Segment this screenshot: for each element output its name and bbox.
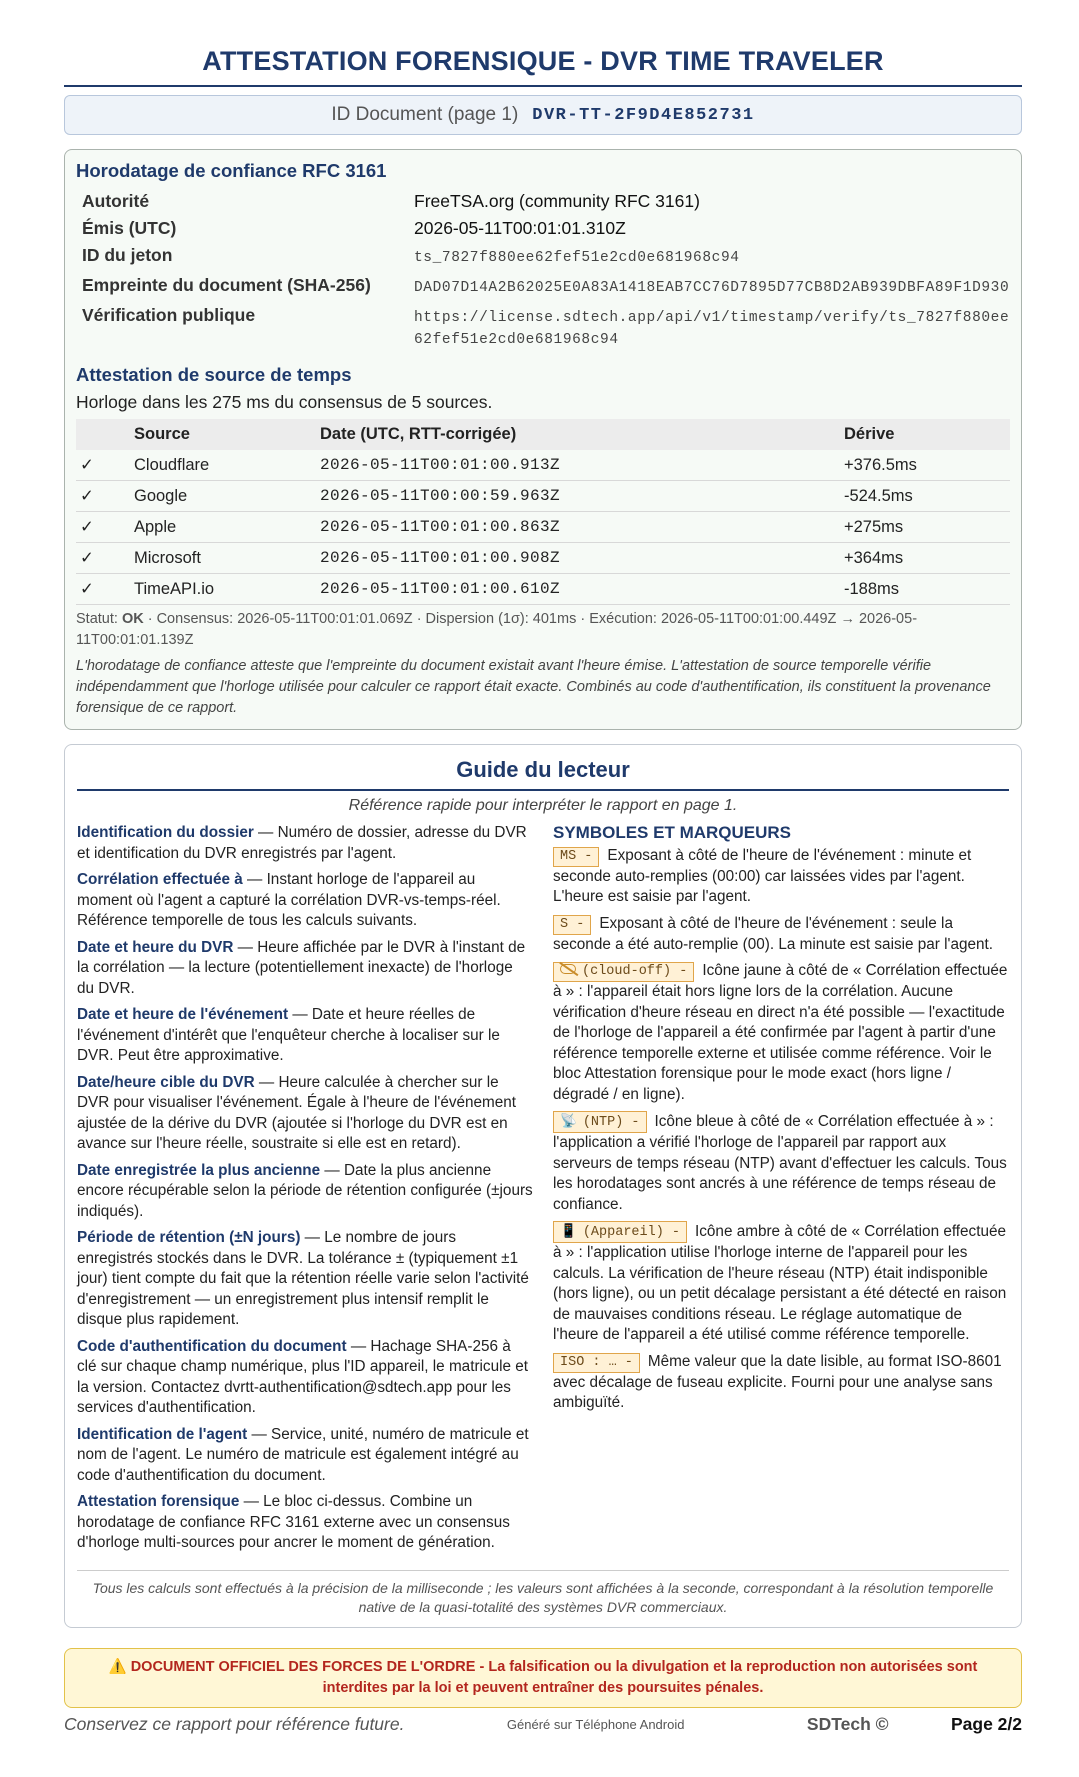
status-ok: OK (121, 611, 144, 627)
warning-text: DOCUMENT OFFICIEL DES FORCES DE L'ORDRE - La falsification ou la divulgation et la reproduction non autorisées sont interdites par la loi et peuvent entraîner des poursuites pénales. (130, 1658, 978, 1696)
trusted-timestamp-heading: Horodatage de confiance RFC 3161 (76, 160, 387, 181)
guide-term: Corrélation effectuée à (77, 871, 243, 888)
source-name: Apple (130, 512, 316, 543)
table-row (76, 512, 1010, 543)
list-item: Identification de l'agent — Service, unité, numéro de matricule et nom de l'agent. Le numéro de matricule est également intégré au code d'authentification du document. (77, 1425, 529, 1484)
report-page (64, 0, 1022, 1735)
marker-tag-text: (Appareil) - (582, 1225, 681, 1240)
list-item: Date et heure du DVR — Heure affichée par le DVR à l'instant de la corrélation — la lecture (potentiellement inexacte) de l'horloge du DVR. (77, 938, 526, 997)
guide-desc: Le nombre de jours enregistrés stockés dans le DVR. La tolérance ± (typiquement ±1 jour) tient compte du fait que la rétention réelle varie selon l'activité d'enregistrement — un enregistrement plus intensif remplit le disque plus rapidement. (77, 1229, 529, 1328)
marker-tag (553, 1353, 640, 1373)
document-hash-label: Empreinte du document (SHA-256) (82, 275, 371, 295)
list-item (553, 961, 1009, 1105)
marker-tag (553, 1111, 647, 1133)
list-item (553, 846, 1009, 908)
page-title: ATTESTATION FORENSIQUE - DVR TIME TRAVELER (202, 46, 884, 76)
guide-desc: Le bloc ci-dessus. Combine un horodatage de confiance RFC 3161 externe avec un consensus d'horloge multi-sources pour ancrer le moment de génération. (77, 1493, 510, 1551)
list-item: Date/heure cible du DVR — Heure calculée à chercher sur le DVR pour visualiser l'événement. Égale à l'heure de l'événement ajustée de la dérive du DVR (ajoutée si l'horloge du DVR est en avance sur l'heure réelle, soustraite si elle est en retard). (77, 1073, 517, 1152)
timestamp-details (76, 188, 1010, 354)
reader-guide-box (64, 744, 1022, 1628)
marker-tag (553, 1221, 687, 1243)
marker-tag-text: S - (560, 916, 585, 932)
authority-label: Autorité (82, 191, 150, 211)
status-details: · Consensus: 2026-05-11T00:01:01.069Z · Dispersion (1σ): 401ms · Exécution: 2026-05-11T00:01:00.449Z → 2026-05-11T00:01:01.139Z (76, 611, 918, 648)
marker-tag (553, 915, 591, 935)
source-date: 2026-05-11T00:00:59.963Z (316, 481, 840, 512)
guide-columns (77, 823, 1009, 1560)
guide-term: Date/heure cible du DVR (77, 1073, 255, 1091)
phone-icon: 📱 (560, 1223, 577, 1239)
guide-term: Attestation forensique (77, 1493, 240, 1510)
table-header-row (76, 419, 1010, 450)
consensus-status (76, 609, 1010, 651)
list-item (553, 1352, 1009, 1414)
marker-tag-text: (cloud-off) - (582, 964, 688, 979)
guide-term: Période de rétention (±N jours) (77, 1229, 301, 1246)
list-item: Date et heure de l'événement — Date et heure réelles de l'événement d'intérêt que l'enquêteur cherche à localiser sur le DVR. Peut être approximative. (77, 1006, 500, 1064)
time-source-summary: Horloge dans les 275 ms du consensus de 5 sources. (76, 392, 493, 412)
symbol-desc: Icône bleue à côté de « Corrélation effectuée à » : l'application a vérifié l'horloge de l'appareil par rapport aux serveurs de temps réseau (NTP) avant d'effectuer les calculs. Tous les horodatages sont ancrés à une référence de temps réseau de confiance. (553, 1113, 1007, 1213)
footer-generated: Généré sur Téléphone Android (506, 1716, 685, 1732)
footer-brand: SDTech © (806, 1713, 889, 1734)
guide-desc: Instant horloge de l'appareil au moment où l'agent a capturé la corrélation DVR-vs-temps-réel. Référence temporelle de tous les calculs suivants. (77, 871, 501, 929)
marker-tag-text: MS - (560, 848, 593, 864)
guide-term: Identification du dossier (77, 824, 254, 841)
document-id-value: DVR-TT-2F9D4E852731 (532, 105, 755, 125)
document-id-label: ID Document (page 1) (331, 104, 519, 125)
guide-desc: Hachage SHA-256 à clé sur chaque champ numérique, plus l'ID appareil, le matricule et la version. Contactez dvrtt-authentification@sdtech.app pour les services d'authentification. (77, 1337, 529, 1416)
column-header-drift: Dérive (840, 419, 1010, 450)
guide-desc: Heure calculée à chercher sur le DVR pour visualiser l'événement. Égale à l'heure de l'événement ajustée de la dérive du DVR (ajoutée si l'horloge du DVR est en avance sur l'heure réelle, soustraite si elle est en retard). (77, 1073, 517, 1152)
column-header-check (76, 419, 130, 450)
table-row (76, 481, 1010, 512)
source-name: Google (130, 481, 316, 512)
satellite-icon: 📡 (560, 1113, 577, 1129)
source-name: TimeAPI.io (130, 574, 316, 605)
attestation-note: L'horodatage de confiance atteste que l'empreinte du document existait avant l'heure émise. L'attestation de source temporelle vérifie indépendamment que l'horloge utilisée pour calculer ce rapport était exacte. Combinés au code d'authentification, ils constituent la provenance forensique de ce rapport. (76, 658, 991, 716)
source-drift: -524.5ms (840, 481, 1010, 512)
guide-desc: Date la plus ancienne encore récupérable selon la période de rétention configurée (±jours indiqués). (77, 1161, 533, 1220)
marker-tag (553, 962, 694, 982)
list-item: Code d'authentification du document — Hachage SHA-256 à clé sur chaque champ numérique, plus l'ID appareil, le matricule et la version. Contactez dvrtt-authentification@sdtech.app pour les services d'authentification. (77, 1337, 529, 1416)
legal-warning-banner (64, 1648, 1022, 1708)
page-number: Page 2/2 (950, 1713, 1022, 1734)
symbol-desc: Exposant à côté de l'heure de l'événement : minute et seconde auto-remplies (00:00) car laissées vides par l'agent. L'heure est saisie par l'agent. (553, 846, 972, 905)
forensic-attestation-box (64, 149, 1022, 730)
public-verification-link[interactable]: https://license.sdtech.app/api/v1/timestamp/verify/ts_7827f880ee62fef51e2cd0e681968c94 (414, 310, 1010, 348)
list-item: Identification du dossier — Numéro de dossier, adresse du DVR et identification du DVR enregistrés par l'agent. (77, 824, 527, 862)
guide-definitions (77, 823, 533, 1560)
guide-desc: Service, unité, numéro de matricule et nom de l'agent. Le numéro de matricule est également intégré au code d'authentification du document. (77, 1425, 529, 1484)
precision-footnote: Tous les calculs sont effectués à la précision de la milliseconde ; les valeurs sont affichées à la seconde, correspondant à la résolution temporelle native de la quasi-totalité des systèmes DVR commerciaux. (77, 1570, 1009, 1617)
symbol-desc: Icône jaune à côté de « Corrélation effectuée à » : l'appareil était hors ligne lors de la corrélation. Aucune vérification d'heure réseau en direct n'a été possible — l'exactitude de l'horloge de l'appareil a été confirmée par l'agent à partir d'une référence temporelle externe et utilisée comme référence. Voir le bloc Attestation forensique pour le mode exact (hors ligne / dégradé / en ligne). (553, 962, 1008, 1103)
source-date: 2026-05-11T00:01:00.863Z (316, 512, 840, 543)
table-row (76, 543, 1010, 574)
source-drift: +275ms (840, 512, 1010, 543)
issued-value: 2026-05-11T00:01:01.310Z (414, 218, 626, 238)
column-header-date: Date (UTC, RTT-corrigée) (316, 419, 840, 450)
source-date: 2026-05-11T00:01:00.610Z (316, 574, 840, 605)
check-icon: ✓ (76, 543, 130, 574)
list-item: Date enregistrée la plus ancienne — Date la plus ancienne encore récupérable selon la période de rétention configurée (±jours indiqués). (77, 1161, 533, 1220)
list-item: Attestation forensique — Le bloc ci-dessus. Combine un horodatage de confiance RFC 3161 externe avec un consensus d'horloge multi-sources pour ancrer le moment de génération. (77, 1493, 510, 1551)
source-date: 2026-05-11T00:01:00.908Z (316, 543, 840, 574)
list-item: Corrélation effectuée à — Instant horloge de l'appareil au moment où l'agent a capturé la corrélation DVR-vs-temps-réel. Référence temporelle de tous les calculs suivants. (77, 871, 501, 929)
guide-term: Identification de l'agent (77, 1425, 248, 1443)
title-divider (64, 85, 1022, 87)
guide-desc: Numéro de dossier, adresse du DVR et identification du DVR enregistrés par l'agent. (77, 824, 527, 862)
column-header-source: Source (130, 419, 316, 450)
authority-value: FreeTSA.org (community RFC 3161) (414, 191, 700, 211)
guide-subtitle: Référence rapide pour interpréter le rapport en page 1. (348, 797, 738, 814)
warning-icon: ⚠️ (108, 1658, 131, 1675)
public-verification-label: Vérification publique (82, 305, 256, 325)
source-name: Microsoft (130, 543, 316, 574)
guide-title: Guide du lecteur (456, 757, 630, 782)
time-source-heading: Attestation de source de temps (76, 364, 352, 385)
time-source-table (76, 419, 1010, 605)
marker-tag-text: ISO : … - (560, 1354, 633, 1370)
list-item: Période de rétention (±N jours) — Le nombre de jours enregistrés stockés dans le DVR. La tolérance ± (typiquement ±1 jour) tient compte du fait que la rétention réelle varie selon l'activité d'enregistrement — un enregistrement plus intensif remplit le disque plus rapidement. (77, 1229, 529, 1328)
page-footer (64, 1714, 1022, 1735)
document-id-bar (64, 95, 1022, 135)
list-item (553, 914, 1009, 956)
guide-term: Code d'authentification du document (77, 1337, 347, 1355)
check-icon: ✓ (76, 481, 130, 512)
document-hash-value: DAD07D14A2B62025E0A83A1418EAB7CC76D7895D77CB8D2AB939DBFA89F1D930 (414, 280, 1010, 296)
source-drift: +364ms (840, 543, 1010, 574)
guide-desc: Date et heure réelles de l'événement d'intérêt que l'enquêteur cherche à localiser sur le DVR. Peut être approximative. (77, 1006, 500, 1064)
token-id-label: ID du jeton (82, 245, 173, 265)
cloud-off-icon (560, 964, 576, 974)
list-item (553, 1111, 1009, 1215)
marker-tag (553, 847, 599, 867)
check-icon: ✓ (76, 574, 130, 605)
source-drift: -188ms (840, 574, 1010, 605)
guide-term: Date enregistrée la plus ancienne (77, 1161, 321, 1179)
source-drift: +376.5ms (840, 450, 1010, 481)
status-prefix: Statut: (76, 611, 122, 627)
list-item (553, 1221, 1009, 1346)
source-date: 2026-05-11T00:01:00.913Z (316, 450, 840, 481)
symbols-heading: SYMBOLES ET MARQUEURS (553, 823, 792, 842)
symbol-desc: Même valeur que la date lisible, au format ISO-8601 avec décalage de fuseau explicite. Fourni pour une analyse sans ambiguïté. (553, 1352, 1002, 1411)
guide-desc: Heure affichée par le DVR à l'instant de la corrélation — la lecture (potentiellement inexacte) de l'horloge du DVR. (77, 938, 526, 997)
token-id-value: ts_7827f880ee62fef51e2cd0e681968c94 (414, 250, 740, 266)
guide-term: Date et heure de l'événement (77, 1006, 289, 1023)
table-row (76, 574, 1010, 605)
check-icon: ✓ (76, 450, 130, 481)
marker-tag-text: (NTP) - (582, 1115, 640, 1130)
issued-label: Émis (UTC) (82, 218, 177, 238)
guide-symbols (553, 823, 1009, 1560)
source-name: Cloudflare (130, 450, 316, 481)
footer-keep-note: Conservez ce rapport pour référence future. (64, 1713, 405, 1734)
guide-divider (77, 789, 1009, 791)
symbol-desc: Icône ambre à côté de « Corrélation effectuée à » : l'application utilise l'horloge interne de l'appareil pour les calculs. La vérification de l'heure réseau (NTP) était indisponible (hors ligne), ou un petit décalage persistant a été détecté en raison de mauvaises conditions réseau. Le réglage automatique de l'heure de l'appareil a été utilisé comme référence temporelle. (553, 1223, 1007, 1343)
check-icon: ✓ (76, 512, 130, 543)
table-row (76, 450, 1010, 481)
guide-term: Date et heure du DVR (77, 938, 234, 956)
symbol-desc: Exposant à côté de l'heure de l'événement : seule la seconde a été auto-remplie (00). La minute est saisie par l'agent. (553, 914, 993, 953)
